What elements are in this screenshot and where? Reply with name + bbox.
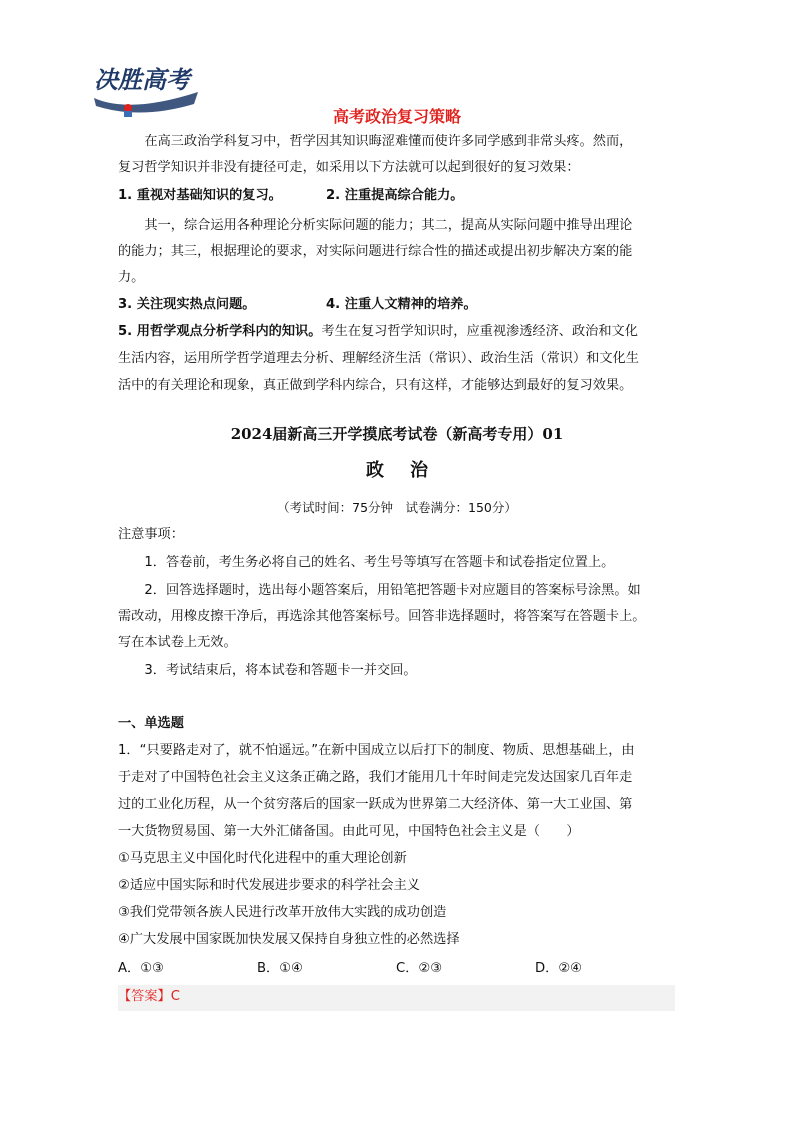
answer-label: 【答案】 xyxy=(118,989,171,1004)
q1-item-1: ①马克思主义中国化时代化进程中的重大理论创新 xyxy=(118,851,407,866)
q1-item-4: ④广大发展中国家既加快发展又保持自身独立性的必然选择 xyxy=(118,932,460,947)
strategy-title: 高考政治复习策略 xyxy=(332,107,461,126)
notice-2-line-1: 2．回答选择题时，选出每小题答案后，用铅笔把答题卡对应题目的答案标号涂黑。如 xyxy=(144,583,641,598)
ability-line-3: 力。 xyxy=(118,270,145,285)
notice-2-line-3: 写在本试卷上无效。 xyxy=(118,635,237,650)
point-5 xyxy=(118,319,678,345)
q1-item-2: ②适应中国实际和时代发展进步要求的科学社会主义 xyxy=(118,878,420,893)
option-d: D．②④ xyxy=(535,961,582,976)
notice-heading: 注意事项： xyxy=(118,527,184,542)
point-5-line-2: 生活内容，运用所学哲学道理去分析、理解经济生活（常识）、政治生活（常识）和文化生 xyxy=(118,351,639,366)
q1-line-3: 过的工业化历程，从一个贫穷落后的国家一跃成为世界第二大经济体、第一大工业国、第 xyxy=(118,797,633,812)
notice-3: 3．考试结束后，将本试卷和答题卡一并交回。 xyxy=(144,663,417,678)
point-1: 1. 重视对基础知识的复习。 xyxy=(118,188,282,203)
notice-2-line-2: 需改动，用橡皮擦干净后，再选涂其他答案标号。回答非选择题时，将答案写在答题卡上。 xyxy=(118,609,646,624)
exam-info: （考试时间：75分钟 试卷满分：150分） xyxy=(277,500,517,515)
logo-text: 决胜高考 xyxy=(94,65,190,94)
option-c: C．②③ xyxy=(396,961,443,976)
option-a: A．①③ xyxy=(118,961,164,976)
point-3: 3. 关注现实热点问题。 xyxy=(118,297,256,312)
point-5-text: 考生在复习哲学知识时，应重视渗透经济、政治和文化 xyxy=(321,324,638,339)
q1-line-1: 1．“只要路走对了，就不怕遥远。”在新中国成立以后打下的制度、物质、思想基础上，由 xyxy=(118,743,635,758)
notice-1: 1．答卷前，考生务必将自己的姓名、考生号等填写在答题卡和试卷指定位置上。 xyxy=(144,555,615,570)
answer-value: C xyxy=(170,989,180,1004)
point-2: 2. 注重提高综合能力。 xyxy=(326,188,464,203)
section-heading: 一、单选题 xyxy=(118,716,184,731)
answer xyxy=(118,985,180,1009)
point-4: 4. 注重人文精神的培养。 xyxy=(326,297,477,312)
option-b: B．①④ xyxy=(257,961,303,976)
intro-line-2: 复习哲学知识并非没有捷径可走，如采用以下方法就可以起到很好的复习效果： xyxy=(118,160,580,175)
point-5-line-3: 活中的有关理论和现象，真正做到学科内综合，只有这样，才能够达到最好的复习效果。 xyxy=(118,378,633,393)
exam-title: 2024届新高三开学摸底考试卷（新高考专用）01 xyxy=(230,425,564,443)
ability-line-2: 的能力；其三，根据理论的要求，对实际问题进行综合性的描述或提出初步解决方案的能 xyxy=(118,244,633,259)
answer-box xyxy=(118,985,675,1011)
point-5-heading: 5. 用哲学观点分析学科内的知识。 xyxy=(118,324,322,339)
q1-line-4: 一大货物贸易国、第一大外汇储备国。由此可见，中国特色社会主义是（ ） xyxy=(118,824,580,839)
exam-subject: 政治 xyxy=(366,460,454,481)
intro-line-1: 在高三政治学科复习中，哲学因其知识晦涩难懂而使许多同学感到非常头疼。然而， xyxy=(144,134,633,149)
q1-line-2: 于走对了中国特色社会主义这条正确之路，我们才能用几十年时间走完发达国家几百年走 xyxy=(118,770,633,785)
q1-item-3: ③我们党带领各族人民进行改革开放伟大实践的成功创造 xyxy=(118,905,447,920)
ability-line-1: 其一，综合运用各种理论分析实际问题的能力；其二，提高从实际问题中推导出理论 xyxy=(144,218,633,233)
